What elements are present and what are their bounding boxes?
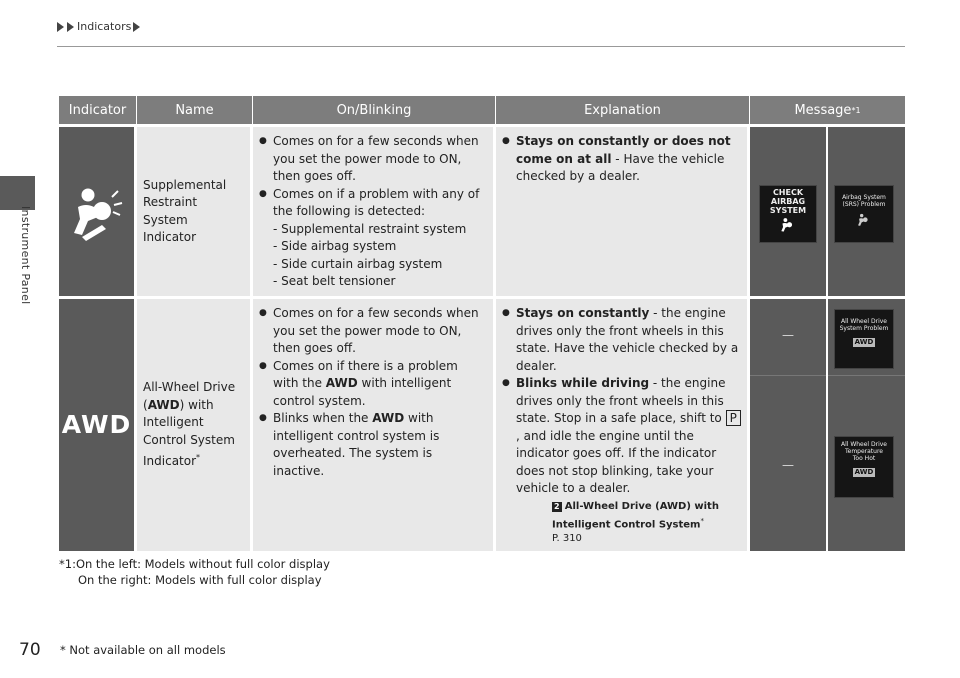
message-cell [750,127,905,296]
list-item: ● Blinks when the AWD with intelligent control system is overheated. The system is inactive. [259,410,485,480]
header-name: Name [137,96,253,124]
airbag-warning-icon [68,181,126,243]
sub-item: - Supplemental restraint system [273,221,467,236]
awd-icon: AWD [854,338,874,346]
reference-arrow-icon: 2 [554,501,560,511]
list-item: ● Comes on if there is a problem with the AWD with intelligent control system. [259,358,485,411]
breadcrumb-arrow-icon [57,22,64,32]
table-row [59,299,905,551]
message-cell [750,299,905,551]
on-blinking-cell [253,299,496,551]
airbag-problem-screen: Airbag System (SRS) Problem [834,185,894,243]
footnote: * Not available on all models [60,643,226,657]
list-item: ● Stays on constantly - the engine drives only the front wheels in this state. Have the vehicle checked by a dealer. [502,305,741,375]
list-item: ● Blinks while driving - the engine drives only the front wheels in this state. Stop in a safe place, shift to P, and idle the engine until the indicator goes off. If the indicator does not stop blinking, take your vehicle to a dealer. [502,375,741,498]
name-cell [137,127,253,296]
on-blinking-cell [253,127,496,296]
page-number: 70 [19,640,41,660]
sub-item: - Side curtain airbag system [273,256,443,271]
explanation-cell [496,127,750,296]
list-item: ● Stays on constantly or does not come on at all - Have the vehicle checked by a dealer. [502,133,741,186]
list-item: ● Comes on if a problem with any of the following is detected: [259,186,485,221]
awd-icon: AWD [854,468,874,476]
park-gear-icon: P [726,410,741,426]
header-explanation: Explanation [496,96,750,124]
indicator-cell [59,299,137,551]
sub-item: - Side airbag system [273,239,397,253]
list-item: ● Comes on for a few seconds when you set the power mode to ON, then goes off. [259,133,485,186]
indicator-name: All-Wheel Drive (AWD) with Intelligent Control System Indicator* [143,380,236,469]
divider [750,375,826,376]
indicator-table [59,96,905,551]
no-message-dash: — [782,328,794,342]
header-divider [57,46,905,47]
list-item: ● Comes on for a few seconds when you set the power mode to ON, then goes off. [259,305,485,358]
header-on-blinking: On/Blinking [253,96,496,124]
breadcrumb[interactable] [57,20,141,33]
table-row [59,127,905,296]
awd-icon: AWD [61,410,132,440]
airbag-warning-icon [779,216,797,234]
divider [828,375,905,376]
awd-system-problem-screen: All Wheel Drive System Problem AWD [834,309,894,369]
message-right [828,127,905,296]
cross-reference-link[interactable]: 2 All-Wheel Drive (AWD) with Intelligent Control System* P. 310 [552,500,719,544]
table-note: *1:On the left: Models without full color display [59,557,330,571]
breadcrumb-arrow-icon [133,22,140,32]
message-right [828,299,905,551]
section-label: Instrument Panel [19,206,32,305]
awd-temperature-screen: All Wheel Drive Temperature Too Hot AWD [834,436,894,498]
airbag-warning-icon [856,212,872,228]
header-message: Message *1 [794,102,861,118]
breadcrumb-arrow-icon [67,22,74,32]
header-indicator: Indicator [59,96,137,124]
table-header [59,96,905,124]
section-tab [0,176,35,210]
sub-item: - Seat belt tensioner [273,274,396,288]
message-left [750,127,828,296]
message-left [750,299,828,551]
breadcrumb-item[interactable]: Indicators [77,20,132,33]
no-message-dash: — [782,458,794,472]
indicator-cell [59,127,137,296]
check-airbag-screen: CHECK AIRBAG SYSTEM [759,185,817,243]
indicator-name: Supplemental Restraint System Indicator [143,177,227,244]
explanation-cell [496,299,750,551]
table-note: On the right: Models with full color display [78,573,322,587]
name-cell [137,299,253,551]
